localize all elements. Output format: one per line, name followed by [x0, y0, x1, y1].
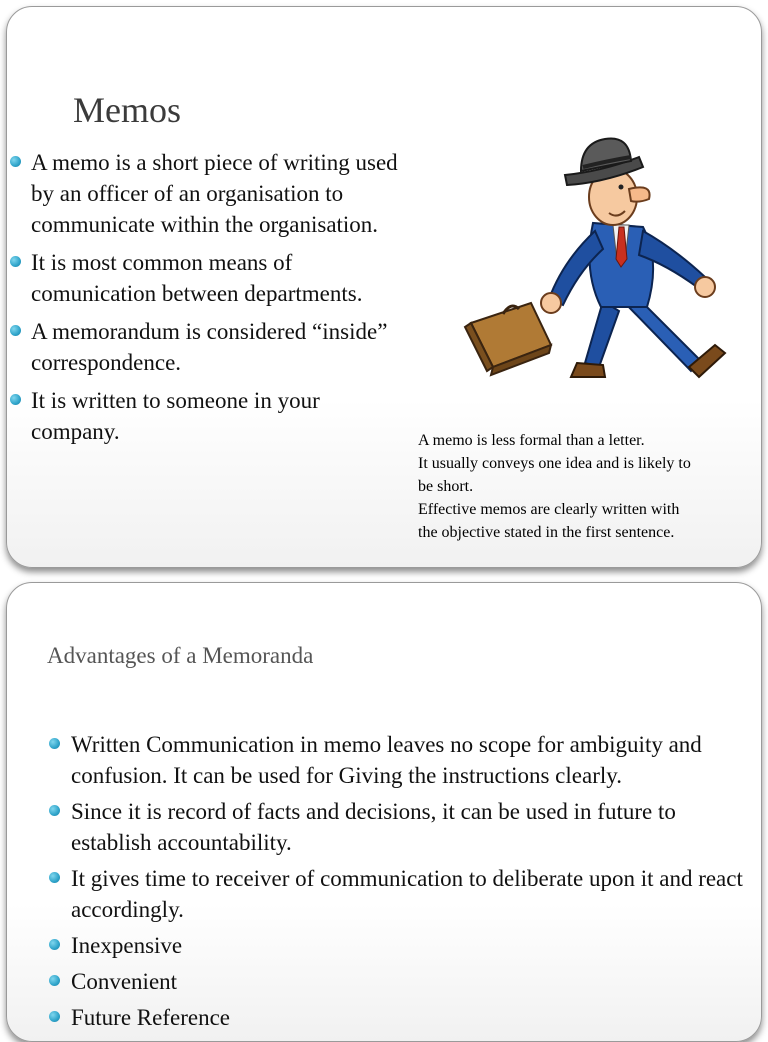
list-item [47, 796, 747, 858]
caption-text [418, 429, 758, 544]
bullet-list [47, 729, 747, 1038]
bullet-text: Written Communication in memo leaves no scope for ambiguity and confusion. It can be used for Giving the instructions clearly. [71, 732, 702, 788]
list-item [7, 316, 407, 378]
slide-advantages [6, 582, 762, 1042]
bullet-text: It is written to someone in your company. [31, 388, 320, 444]
bullet-icon [10, 256, 21, 267]
bullet-list [7, 147, 407, 454]
bullet-icon [49, 939, 60, 950]
bullet-text: Future Reference [71, 1005, 231, 1030]
bullet-text: A memorandum is considered “inside” correspondence. [31, 319, 388, 375]
caption-line: the objective stated in the first sentence. [418, 524, 675, 541]
bullet-text: It is most common means of comunication between departments. [31, 250, 363, 306]
bullet-text: Convenient [71, 969, 178, 994]
slide-memos [6, 6, 762, 568]
list-item [47, 966, 747, 997]
walking-businessman-icon [453, 131, 739, 407]
bullet-icon [49, 805, 60, 816]
bullet-icon [10, 156, 21, 167]
caption-line: be short. [418, 478, 474, 495]
list-item [47, 1002, 747, 1033]
bullet-icon [10, 394, 21, 405]
list-item [7, 147, 407, 240]
caption-line: It usually conveys one idea and is likely to [418, 455, 691, 472]
caption-line: Effective memos are clearly written with [418, 501, 680, 518]
bullet-icon [10, 325, 21, 336]
slide-title: Memos [73, 90, 181, 130]
list-item [47, 729, 747, 791]
list-item [7, 247, 407, 309]
bullet-icon [49, 738, 60, 749]
list-item [47, 863, 747, 925]
bullet-icon [49, 1011, 60, 1022]
list-item [47, 930, 747, 961]
list-item [7, 385, 407, 447]
bullet-text: Since it is record of facts and decisions, it can be used in future to establish accountability. [71, 799, 676, 855]
bullet-text: Inexpensive [71, 933, 183, 958]
bullet-icon [49, 975, 60, 986]
briefcase-icon [465, 303, 551, 375]
bullet-text: A memo is a short piece of writing used by an officer of an organisation to communicate within the organisation. [31, 150, 398, 237]
bullet-icon [49, 872, 60, 883]
bullet-text: It gives time to receiver of communication to deliberate upon it and react accordingly. [71, 866, 743, 922]
caption-line: A memo is less formal than a letter. [418, 432, 645, 449]
slide-title: Advantages of a Memoranda [47, 643, 314, 668]
